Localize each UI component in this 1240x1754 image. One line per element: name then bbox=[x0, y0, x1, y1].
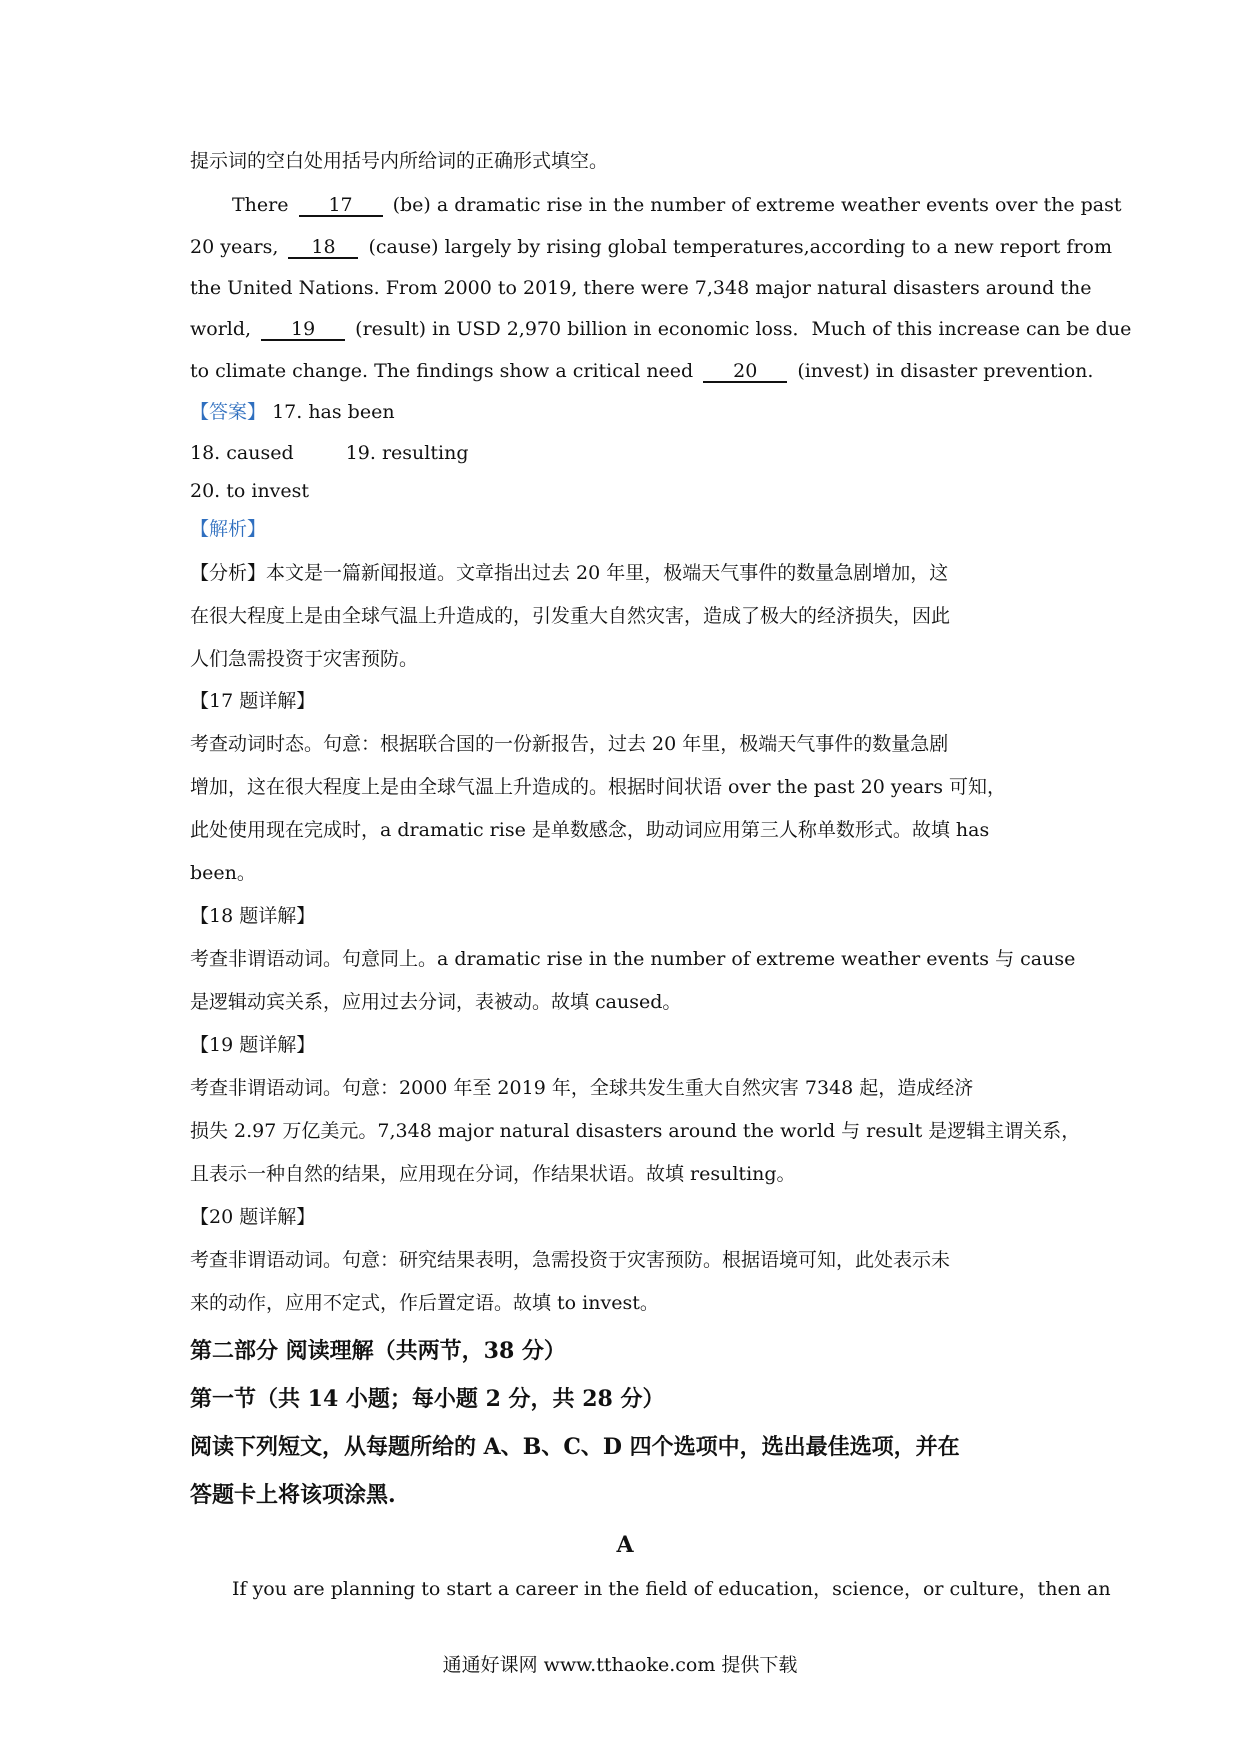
answer-20: 20. to invest bbox=[190, 480, 310, 502]
answer-19: 19. resulting bbox=[345, 442, 469, 464]
q20-line-2: 来的动作，应用不定式，作后置定语。故填 to invest。 bbox=[190, 1292, 659, 1314]
blank-19: 19 bbox=[261, 320, 345, 341]
q17-line-1: 考查动词时态。句意：根据联合国的一份新报告，过去 20 年里，极端天气事件的数量急剧 bbox=[190, 733, 949, 755]
analysis-line-1: 【分析】本文是一篇新闻报道。文章指出过去 20 年里，极端天气事件的数量急剧增加，这 bbox=[190, 562, 949, 584]
answer-18: 18. caused bbox=[190, 442, 294, 464]
blank-18: 18 bbox=[288, 238, 358, 259]
q18-line-2: 是逻辑动宾关系，应用过去分词，表被动。故填 caused。 bbox=[190, 991, 682, 1013]
q19-line-1: 考查非谓语动词。句意：2000 年至 2019 年，全球共发生重大自然灾害 7348 起，造成经济 bbox=[190, 1077, 974, 1099]
passage-text: There bbox=[232, 194, 289, 216]
instruction-line: 提示词的空白处用括号内所给词的正确形式填空。 bbox=[190, 150, 609, 172]
answer-17: 17. has been bbox=[272, 401, 395, 423]
passage-a-line-1: If you are planning to start a career in the field of education，science，or culture，then an bbox=[232, 1578, 1111, 1600]
blank-20: 20 bbox=[703, 362, 787, 383]
analysis-line-2: 在很大程度上是由全球气温上升造成的，引发重大自然灾害，造成了极大的经济损失，因此 bbox=[190, 605, 951, 627]
q20-line-1: 考查非谓语动词。句意：研究结果表明，急需投资于灾害预防。根据语境可知，此处表示未 bbox=[190, 1249, 951, 1271]
answer-line-2 bbox=[190, 442, 1060, 466]
answer-label: 【答案】 bbox=[190, 401, 267, 423]
q17-line-4: been。 bbox=[190, 862, 256, 884]
passage-line-5 bbox=[190, 360, 1094, 384]
passage-text: (cause) largely by rising global temperatures,according to a new report from bbox=[368, 236, 1112, 258]
q18-line-1: 考查非谓语动词。句意同上。a dramatic rise in the number of extreme weather events 与 cause bbox=[190, 948, 1076, 970]
section1-heading: 第一节（共 14 小题；每小题 2 分，共 28 分） bbox=[190, 1386, 665, 1412]
passage-line-2 bbox=[190, 236, 1112, 260]
q20-title: 【20 题详解】 bbox=[190, 1206, 316, 1228]
passage-line-1 bbox=[232, 194, 1122, 218]
reading-instruction-line-2: 答题卡上将该项涂黑. bbox=[190, 1482, 396, 1508]
q19-line-3: 且表示一种自然的结果，应用现在分词，作结果状语。故填 resulting。 bbox=[190, 1163, 796, 1185]
footer: 通通好课网 www.tthaoke.com 提供下载 bbox=[442, 1654, 798, 1676]
passage-line-4 bbox=[190, 318, 1132, 342]
part2-heading: 第二部分 阅读理解（共两节，38 分） bbox=[190, 1338, 566, 1364]
analysis-line-3: 人们急需投资于灾害预防。 bbox=[190, 648, 419, 670]
q17-title: 【17 题详解】 bbox=[190, 690, 316, 712]
blank-17: 17 bbox=[299, 196, 383, 217]
q17-line-2: 增加，这在很大程度上是由全球气温上升造成的。根据时间状语 over the past 20 years 可知， bbox=[190, 776, 1007, 798]
passage-text: (be) a dramatic rise in the number of extreme weather events over the past bbox=[392, 194, 1122, 216]
passage-text: 20 years, bbox=[190, 236, 279, 258]
passage-text: (invest) in disaster prevention. bbox=[797, 360, 1094, 382]
answer-line bbox=[190, 401, 1060, 425]
passage-line-3: the United Nations. From 2000 to 2019, there were 7,348 major natural disasters around the bbox=[190, 277, 1092, 299]
q17-line-3: 此处使用现在完成时，a dramatic rise 是单数感念，助动词应用第三人称单数形式。故填 has bbox=[190, 819, 990, 841]
section-a-title: A bbox=[616, 1532, 634, 1558]
passage-text: world, bbox=[190, 318, 252, 340]
q18-title: 【18 题详解】 bbox=[190, 905, 316, 927]
passage-text: (result) in USD 2,970 billion in economic loss．Much of this increase can be due bbox=[355, 318, 1132, 340]
analysis-label: 【解析】 bbox=[190, 518, 267, 540]
q19-title: 【19 题详解】 bbox=[190, 1034, 316, 1056]
passage-text: to climate change. The findings show a critical need bbox=[190, 360, 694, 382]
q19-line-2: 损失 2.97 万亿美元。7,348 major natural disasters around the world 与 result 是逻辑主谓关系， bbox=[190, 1120, 1081, 1142]
reading-instruction-line-1: 阅读下列短文，从每题所给的 A、B、C、D 四个选项中，选出最佳选项，并在 bbox=[190, 1434, 960, 1460]
